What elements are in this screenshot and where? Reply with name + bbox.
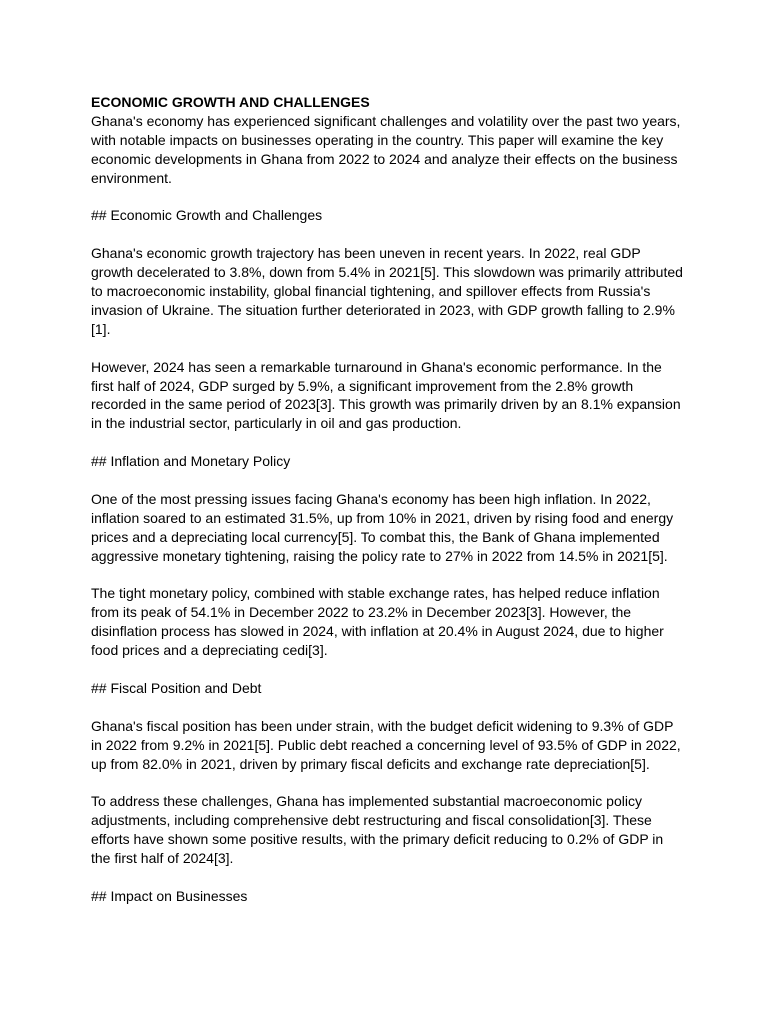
section-heading-fiscal: ## Fiscal Position and Debt	[91, 679, 262, 696]
section-heading-economic-growth: ## Economic Growth and Challenges	[91, 207, 323, 224]
paragraph-growth-1: Ghana's economic growth trajectory has been uneven in recent years. In 2022, real GDP growth decelerated to 3.8%, down from 5.4% in 2021[5]. This slowdown was primarily attributed to macroeconomic instability, global financial tightening, and spillover effects from Russia's invasion of Ukraine. The situation further deteriorated in 2023, with GDP growth falling to 2.9%[1].	[91, 245, 683, 337]
paragraph-fiscal-1: Ghana's fiscal position has been under strain, with the budget deficit widening to 9.3% of GDP in 2022 from 9.2% in 2021[5]. Public debt reached a concerning level of 93.5% of GDP in 2022, up from 82.0% in 2021, driven by primary fiscal deficits and exchange rate depreciation[5].	[91, 717, 681, 772]
section-heading-inflation: ## Inflation and Monetary Policy	[91, 453, 291, 470]
paragraph-inflation-2: The tight monetary policy, combined with stable exchange rates, has helped reduce inflation from its peak of 54.1% in December 2022 to 23.2% in December 2023[3]. However, the disinflation process has slowed in 2024, with inflation at 20.4% in August 2024, due to higher food prices and a depreciating cedi[3].	[91, 585, 664, 659]
paragraph-growth-2: However, 2024 has seen a remarkable turnaround in Ghana's economic performance. In the first half of 2024, GDP surged by 5.9%, a significant improvement from the 2.8% growth recorded in the same period of 2023[3]. This growth was primarily driven by an 8.1% expansion in the industrial sector, particularly in oil and gas production.	[91, 358, 681, 432]
document-title: ECONOMIC GROWTH AND CHALLENGES	[91, 94, 370, 110]
document-page	[91, 93, 683, 925]
section-heading-impact: ## Impact on Businesses	[91, 887, 248, 904]
paragraph-fiscal-2: To address these challenges, Ghana has implemented substantial macroeconomic policy adjustments, including comprehensive debt restructuring and fiscal consolidation[3]. These efforts have shown some positive results, with the primary deficit reducing to 0.2% of GDP in the first half of 2024[3].	[91, 793, 664, 867]
paragraph-inflation-1: One of the most pressing issues facing Ghana's economy has been high inflation. In 2022, inflation soared to an estimated 31.5%, up from 10% in 2021, driven by rising food and energy prices and a depreciating local currency[5]. To combat this, the Bank of Ghana implemented aggressive monetary tightening, raising the policy rate to 27% in 2022 from 14.5% in 2021[5].	[91, 490, 674, 564]
intro-paragraph: Ghana's economy has experienced significant challenges and volatility over the past two years, with notable impacts on businesses operating in the country. This paper will examine the key economic developments in Ghana from 2022 to 2024 and analyze their effects on the business environment.	[91, 112, 681, 186]
